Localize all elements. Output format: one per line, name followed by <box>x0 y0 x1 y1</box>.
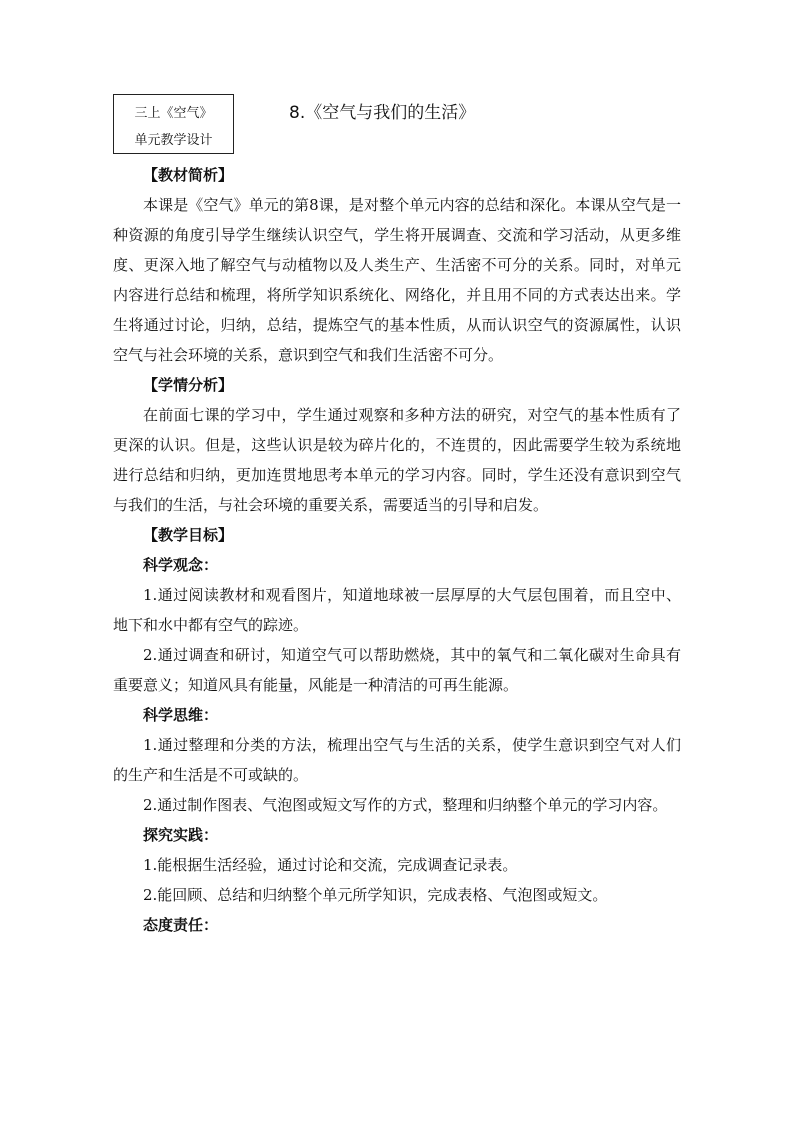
unit-label-line2: 单元教学设计 <box>134 133 213 148</box>
scientific-concepts-label: 科学观念： <box>143 556 219 574</box>
textbook-analysis-heading: 【教材简析】 <box>143 166 234 184</box>
scientific-thinking-item-2: 2.通过制作图表、气泡图或短文写作的方式，整理和归纳整个单元的学习内容。 <box>143 796 668 814</box>
inquiry-practice-label: 探究实践： <box>143 826 219 844</box>
document-body <box>113 160 681 940</box>
scientific-thinking-item-1: 1.通过整理和分类的方法，梳理出空气与生活的关系，使学生意识到空气对人们的生产和生活是不可或缺的。 <box>113 736 681 784</box>
student-analysis-heading: 【学情分析】 <box>143 376 234 394</box>
textbook-analysis-paragraph: 本课是《空气》单元的第8课，是对整个单元内容的总结和深化。本课从空气是一种资源的角度引导学生继续认识空气，学生将开展调查、交流和学习活动，从更多维度、更深入地了解空气与动植物以及人类生产、生活密不可分的关系。同时，对单元内容进行总结和梳理，将所学知识系统化、网络化，并且用不同的方式表达出来。学生将通过讨论，归纳，总结，提炼空气的基本性质，从而认识空气的资源属性，认识空气与社会环境的关系，意识到空气和我们生活密不可分。 <box>113 196 681 364</box>
scientific-thinking-label: 科学思维： <box>143 706 219 724</box>
student-analysis-paragraph: 在前面七课的学习中，学生通过观察和多种方法的研究，对空气的基本性质有了更深的认识。但是，这些认识是较为碎片化的，不连贯的，因此需要学生较为系统地进行总结和归纳，更加连贯地思考本单元的学习内容。同时，学生还没有意识到空气与我们的生活，与社会环境的重要关系，需要适当的引导和启发。 <box>113 406 681 514</box>
unit-label-box <box>113 94 234 154</box>
attitude-responsibility-label: 态度责任： <box>143 916 219 934</box>
scientific-concepts-item-1: 1.通过阅读教材和观看图片，知道地球被一层厚厚的大气层包围着，而且空中、地下和水中都有空气的踪迹。 <box>113 586 681 634</box>
teaching-goals-heading: 【教学目标】 <box>143 526 234 544</box>
unit-label-line1: 三上《空气》 <box>134 106 213 121</box>
page-title: 8.《空气与我们的生活》 <box>289 103 476 123</box>
scientific-concepts-item-2: 2.通过调查和研讨，知道空气可以帮助燃烧，其中的氧气和二氧化碳对生命具有重要意义；知道风具有能量，风能是一种清洁的可再生能源。 <box>113 646 681 694</box>
inquiry-practice-item-1: 1.能根据生活经验，通过讨论和交流，完成调查记录表。 <box>143 856 518 874</box>
inquiry-practice-item-2: 2.能回顾、总结和归纳整个单元所学知识，完成表格、气泡图或短文。 <box>143 886 608 904</box>
